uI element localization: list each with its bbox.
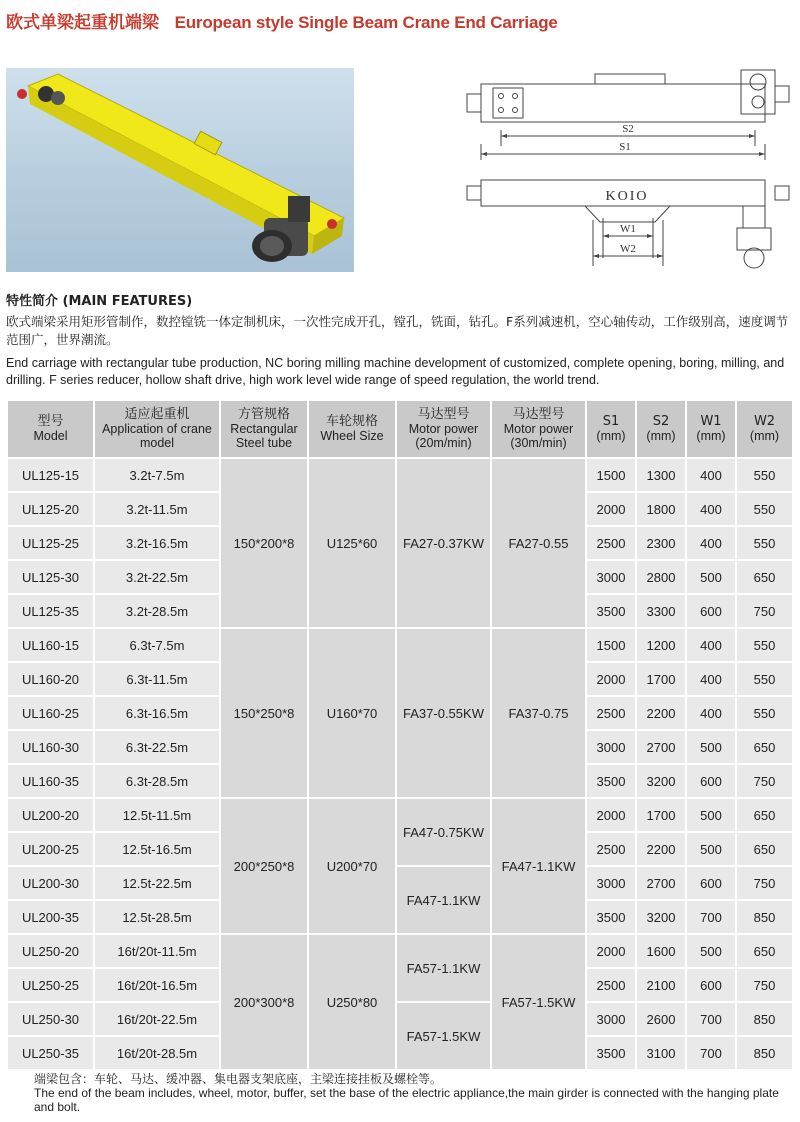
footer-note [34, 1072, 794, 1114]
end-carriage-illustration [6, 68, 354, 272]
footer-text-chinese: 端梁包含：车轮、马达、缓冲器、集电器支架底座，主梁连接挂板及螺栓等。 [34, 1072, 443, 1086]
cell-model: UL125-35 [8, 595, 93, 627]
col-header-s2: S2 (mm) [637, 401, 685, 457]
dim-w2: W2 [620, 243, 636, 255]
cell-w1: 500 [687, 833, 735, 865]
cell-motor20: FA27-0.37KW [397, 459, 490, 627]
cell-model: UL200-25 [8, 833, 93, 865]
cell-s2: 3300 [637, 595, 685, 627]
cell-application: 12.5t-11.5m [95, 799, 219, 831]
cell-w1: 700 [687, 901, 735, 933]
table-header-row [8, 401, 792, 457]
cell-s2: 2200 [637, 697, 685, 729]
technical-drawing [455, 52, 795, 274]
cell-s1: 2500 [587, 697, 635, 729]
cell-model: UL250-25 [8, 969, 93, 1001]
product-photo [6, 68, 354, 272]
cell-tube: 200*250*8 [221, 799, 307, 933]
cell-motor20: FA37-0.55KW [397, 629, 490, 797]
cell-application: 3.2t-16.5m [95, 527, 219, 559]
cell-s2: 2700 [637, 731, 685, 763]
cell-application: 6.3t-7.5m [95, 629, 219, 661]
col-header-motor30: 马达型号 Motor power (30m/min) [492, 401, 585, 457]
cell-motor20: FA57-1.5KW [397, 1003, 490, 1069]
cell-motor20: FA47-0.75KW [397, 799, 490, 865]
cell-s2: 1700 [637, 663, 685, 695]
cell-application: 6.3t-11.5m [95, 663, 219, 695]
cell-motor30: FA57-1.5KW [492, 935, 585, 1069]
cell-s1: 3000 [587, 1003, 635, 1035]
cell-w2: 850 [737, 901, 792, 933]
cell-model: UL250-35 [8, 1037, 93, 1069]
cell-s2: 2600 [637, 1003, 685, 1035]
table-row [8, 935, 792, 967]
col-header-w1: W1 (mm) [687, 401, 735, 457]
cell-w1: 400 [687, 697, 735, 729]
features-text-chinese: 欧式端梁采用矩形管制作，数控镗铣一体定制机床，一次性完成开孔，镗孔，铣面，钻孔。F系列减速机，空心轴传动，工作级别高，速度调节范围广，世界潮流。 [6, 314, 789, 347]
features-text-english: End carriage with rectangular tube production, NC boring milling machine development of customized, complete opening, boring, milling, and drilling. F series reducer, hollow shaft drive, high work level wide range of speed regulation, the world trend. [6, 356, 785, 387]
brand-mark: KOIO [605, 189, 649, 204]
col-header-application: 适应起重机 Application of crane model [95, 401, 219, 457]
cell-s1: 3000 [587, 731, 635, 763]
cell-s1: 2000 [587, 799, 635, 831]
cell-s2: 2200 [637, 833, 685, 865]
cell-w1: 400 [687, 493, 735, 525]
cell-w2: 550 [737, 493, 792, 525]
cell-w2: 750 [737, 867, 792, 899]
col-header-model: 型号 Model [8, 401, 93, 457]
cell-s2: 1600 [637, 935, 685, 967]
cell-w2: 550 [737, 459, 792, 491]
cell-w1: 400 [687, 527, 735, 559]
cell-model: UL160-20 [8, 663, 93, 695]
cell-motor30: FA27-0.55 [492, 459, 585, 627]
dim-s1: S1 [619, 141, 631, 153]
cell-s1: 3500 [587, 595, 635, 627]
cell-wheel: U200*70 [309, 799, 395, 933]
cell-model: UL125-30 [8, 561, 93, 593]
cell-w2: 650 [737, 561, 792, 593]
cell-model: UL160-15 [8, 629, 93, 661]
cell-model: UL160-25 [8, 697, 93, 729]
cell-application: 16t/20t-28.5m [95, 1037, 219, 1069]
spec-table [6, 399, 794, 1071]
cell-s2: 1200 [637, 629, 685, 661]
cell-s1: 3000 [587, 561, 635, 593]
cell-w1: 500 [687, 561, 735, 593]
cell-application: 3.2t-22.5m [95, 561, 219, 593]
cell-s1: 2500 [587, 527, 635, 559]
cell-model: UL160-35 [8, 765, 93, 797]
cell-model: UL250-30 [8, 1003, 93, 1035]
cell-w2: 750 [737, 595, 792, 627]
cell-s2: 2300 [637, 527, 685, 559]
cell-w2: 550 [737, 629, 792, 661]
cell-application: 6.3t-22.5m [95, 731, 219, 763]
cell-s1: 3000 [587, 867, 635, 899]
cell-w1: 400 [687, 663, 735, 695]
dimension-drawing [455, 52, 795, 274]
cell-tube: 150*250*8 [221, 629, 307, 797]
cell-w1: 500 [687, 731, 735, 763]
cell-s2: 2800 [637, 561, 685, 593]
table-row [8, 1003, 792, 1035]
cell-s2: 1800 [637, 493, 685, 525]
cell-application: 3.2t-7.5m [95, 459, 219, 491]
title-chinese: 欧式单梁起重机端梁 [6, 13, 159, 33]
cell-model: UL250-20 [8, 935, 93, 967]
page-header [6, 8, 558, 33]
cell-s2: 1300 [637, 459, 685, 491]
cell-application: 16t/20t-22.5m [95, 1003, 219, 1035]
cell-w1: 700 [687, 1037, 735, 1069]
cell-s1: 2000 [587, 663, 635, 695]
cell-w2: 550 [737, 697, 792, 729]
col-header-w2: W2 (mm) [737, 401, 792, 457]
cell-s2: 2100 [637, 969, 685, 1001]
table-row [8, 629, 792, 661]
cell-s2: 3100 [637, 1037, 685, 1069]
features-title: 特性简介 (MAIN FEATURES) [6, 294, 193, 309]
col-header-tube: 方管规格 Rectangular Steel tube [221, 401, 307, 457]
cell-w1: 600 [687, 867, 735, 899]
cell-motor30: FA47-1.1KW [492, 799, 585, 933]
cell-model: UL200-30 [8, 867, 93, 899]
title-english: European style Single Beam Crane End Carriage [174, 13, 558, 32]
cell-application: 6.3t-16.5m [95, 697, 219, 729]
cell-s2: 3200 [637, 901, 685, 933]
dim-s2: S2 [622, 123, 634, 135]
table-row [8, 459, 792, 491]
cell-w2: 850 [737, 1037, 792, 1069]
cell-s1: 1500 [587, 629, 635, 661]
cell-w2: 750 [737, 765, 792, 797]
table-row [8, 867, 792, 899]
cell-s1: 3500 [587, 901, 635, 933]
cell-w2: 650 [737, 731, 792, 763]
cell-motor30: FA37-0.75 [492, 629, 585, 797]
footer-text-english: The end of the beam includes, wheel, motor, buffer, set the base of the electric appliance,the main girder is connected with the hanging plate and bolt. [34, 1086, 779, 1114]
table-body [8, 459, 792, 1069]
cell-s1: 2500 [587, 833, 635, 865]
cell-wheel: U250*80 [309, 935, 395, 1069]
features-section [6, 290, 796, 389]
cell-tube: 200*300*8 [221, 935, 307, 1069]
cell-w2: 850 [737, 1003, 792, 1035]
cell-w2: 650 [737, 833, 792, 865]
cell-w1: 500 [687, 799, 735, 831]
cell-w1: 600 [687, 595, 735, 627]
cell-model: UL160-30 [8, 731, 93, 763]
cell-s1: 2500 [587, 969, 635, 1001]
col-header-motor20: 马达型号 Motor power (20m/min) [397, 401, 490, 457]
cell-s2: 1700 [637, 799, 685, 831]
cell-s1: 2000 [587, 935, 635, 967]
cell-application: 16t/20t-16.5m [95, 969, 219, 1001]
cell-motor20: FA47-1.1KW [397, 867, 490, 933]
cell-s1: 1500 [587, 459, 635, 491]
dim-w1: W1 [620, 223, 636, 235]
cell-w1: 400 [687, 629, 735, 661]
table-row [8, 799, 792, 831]
cell-s1: 3500 [587, 765, 635, 797]
cell-w2: 550 [737, 527, 792, 559]
cell-w2: 650 [737, 935, 792, 967]
cell-s1: 3500 [587, 1037, 635, 1069]
cell-w1: 700 [687, 1003, 735, 1035]
cell-w2: 550 [737, 663, 792, 695]
cell-model: UL200-20 [8, 799, 93, 831]
cell-s1: 2000 [587, 493, 635, 525]
cell-application: 3.2t-28.5m [95, 595, 219, 627]
col-header-wheel: 车轮规格 Wheel Size [309, 401, 395, 457]
cell-s2: 2700 [637, 867, 685, 899]
cell-model: UL125-20 [8, 493, 93, 525]
cell-application: 12.5t-28.5m [95, 901, 219, 933]
cell-tube: 150*200*8 [221, 459, 307, 627]
cell-wheel: U125*60 [309, 459, 395, 627]
cell-w1: 400 [687, 459, 735, 491]
cell-application: 3.2t-11.5m [95, 493, 219, 525]
cell-wheel: U160*70 [309, 629, 395, 797]
cell-model: UL125-15 [8, 459, 93, 491]
cell-application: 6.3t-28.5m [95, 765, 219, 797]
col-header-s1: S1 (mm) [587, 401, 635, 457]
cell-application: 16t/20t-11.5m [95, 935, 219, 967]
cell-model: UL125-25 [8, 527, 93, 559]
cell-w2: 650 [737, 799, 792, 831]
cell-w1: 600 [687, 969, 735, 1001]
cell-application: 12.5t-22.5m [95, 867, 219, 899]
cell-w2: 750 [737, 969, 792, 1001]
cell-model: UL200-35 [8, 901, 93, 933]
cell-w1: 500 [687, 935, 735, 967]
cell-w1: 600 [687, 765, 735, 797]
cell-s2: 3200 [637, 765, 685, 797]
cell-application: 12.5t-16.5m [95, 833, 219, 865]
cell-motor20: FA57-1.1KW [397, 935, 490, 1001]
